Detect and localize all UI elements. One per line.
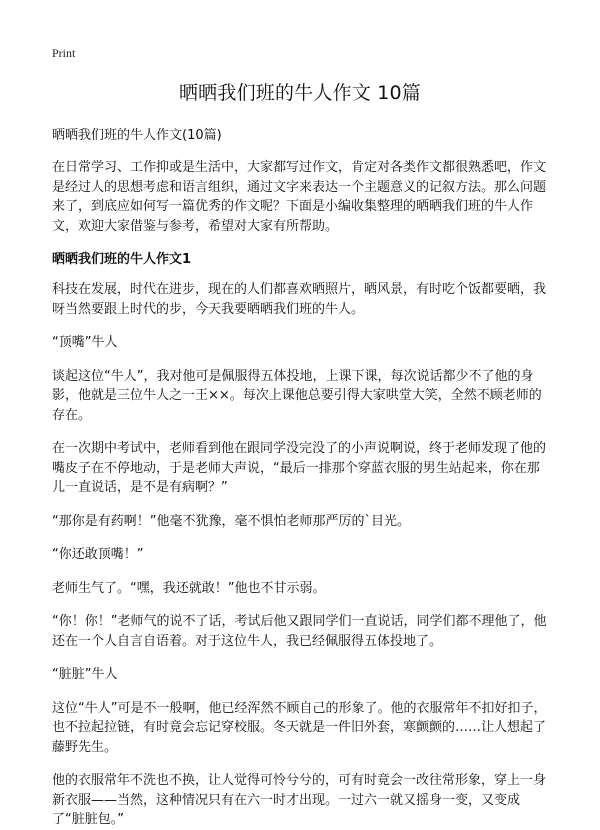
- body-paragraph: 在一次期中考试中，老师看到他在跟同学没完没了的小声说啊说，终于老师发现了他的嘴皮子在不停地动，于是老师大声说，“最后一排那个穿蓝衣服的男生站起来，你在那儿一直说话，是不是有病啊？”: [52, 441, 547, 495]
- dialogue-paragraph: “你还敢顶嘴！”: [52, 547, 144, 562]
- intro-paragraph: 在日常学习、工作抑或是生活中，大家都写过作文，肯定对各类作文都很熟悉吧，作文是经过人的思想考虑和语言组织，通过文字来表达一个主题意义的记叙方法。那么问题来了，到底应如何写一篇优秀的作文呢？下面是小编收集整理的晒晒我们班的牛人作文，欢迎大家借鉴与参考，希望对大家有所帮助。: [52, 160, 547, 234]
- dialogue-paragraph: “那你是有药啊！”他毫不犹豫，毫不惧怕老师那严厉的`目光。: [52, 513, 410, 529]
- subheading-paragraph: “顶嘴”牛人: [52, 335, 118, 350]
- body-paragraph: “你！你！”老师气的说不了话，考试后他又跟同学们一直说话，同学们都不理他了，他还在一个人自言自语着。对于这位牛人，我已经佩服得五体投地了。: [52, 614, 547, 649]
- document-title: 晒晒我们班的牛人作文 10篇: [178, 82, 422, 104]
- body-paragraph: 他的衣服常年不洗也不换，让人觉得可怜兮兮的，可有时竟会一改往常形象，穿上一身新衣服——当然，这种情况只有在六一时才出现。一过六一就又摇身一变，又变成了“脏脏包。”: [52, 773, 547, 827]
- print-label: Print: [52, 46, 76, 60]
- body-paragraph: 这位“牛人”可是不一般啊，他已经浑然不顾自己的形象了。他的衣服常年不扣好扣子，也不拉起拉链，有时竟会忘记穿校服。冬天就是一件旧外套，寒颤颤的……让人想起了藤野先生。: [52, 700, 547, 755]
- document-subtitle: 晒晒我们班的牛人作文(10篇): [52, 128, 222, 143]
- section-heading: 晒晒我们班的牛人作文1: [52, 252, 192, 267]
- dialogue-paragraph: 老师生气了。“嘿，我还就敢！”他也不甘示弱。: [52, 580, 326, 596]
- subheading-paragraph: “脏脏”牛人: [52, 667, 118, 682]
- body-paragraph: 科技在发展，时代在进步，现在的人们都喜欢晒照片，晒风景，有时吃个饭都要晒，我呀当然要跟上时代的步，今天我要晒晒我们班的牛人。: [52, 282, 547, 317]
- body-paragraph: 谈起这位“牛人”，我对他可是佩服得五体投地，上课下课，每次说话都少不了他的身影，他就是三位牛人之一王××。每次上课他总要引得大家哄堂大笑，全然不顾老师的存在。: [52, 368, 542, 423]
